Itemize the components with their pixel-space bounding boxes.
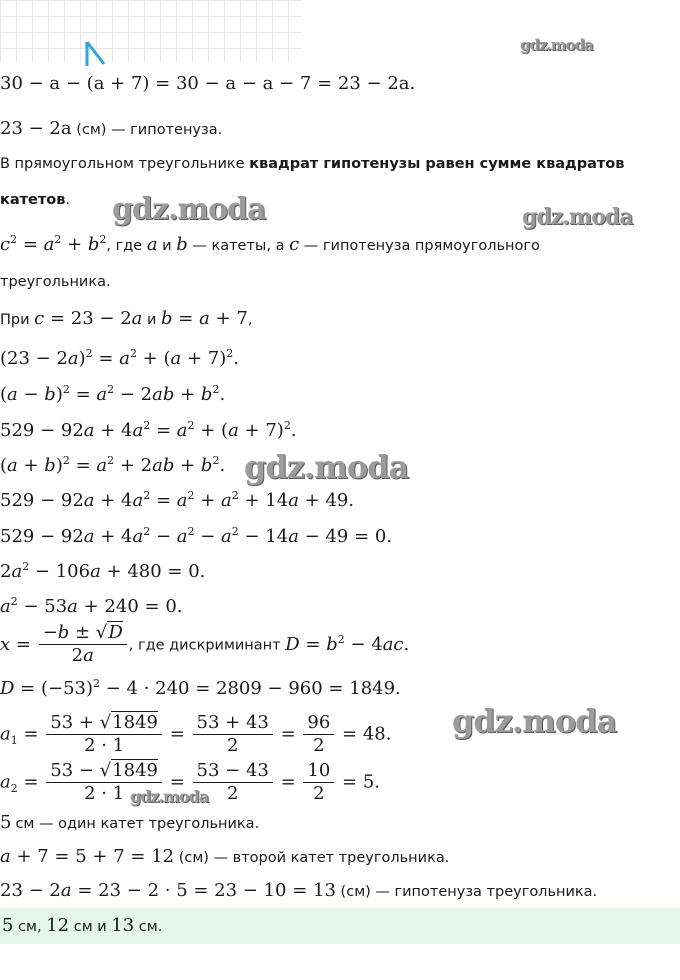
quadratic-formula-line: x = $\frac{-b \pm √D}{2a}$ , где дискриминант $D = b^2 - 4ac$.	[0, 622, 410, 666]
answer-box	[0, 908, 680, 944]
watermark: gdz.moda	[112, 192, 266, 227]
watermark: gdz.moda	[244, 448, 409, 486]
discriminant-line: $D = (-53)^2 - 4 \cdot 240 = 2809 - 960 = 1849$.	[0, 677, 401, 699]
equation-line: $529 - 92a + 4a^2 = a^2 + a^2 + 14a + 49$.	[0, 489, 355, 511]
equation-line: $(23 - 2a)^2 = a^2 + (a + 7)^2$.	[0, 347, 239, 369]
watermark: gdz.moda	[452, 702, 617, 740]
pen-stroke-mark	[82, 40, 108, 68]
equation-line: $a^2 - 53a + 240 = 0$.	[0, 595, 183, 617]
root-a2-line: $a_2$ = $\frac{53 - √1849}{2 \cdot 1}$ = $\frac{53 - 43}{2}$ = $\frac{10}{2}$ = 5.	[0, 760, 380, 804]
leg-two-line: a + 7 = 5 + 7 = 12 (см) — второй катет треугольника.	[0, 846, 450, 867]
watermark: gdz.moda	[520, 36, 593, 54]
equation-line: $(a - b)^2 = a^2 - 2ab + b^2$.	[0, 383, 226, 405]
grid-paper	[0, 0, 302, 62]
leg-one-line: 5 см — один катет треугольника.	[0, 812, 260, 833]
equation-line: $529 - 92a + 4a^2 - a^2 - a^2 - 14a - 49 = 0$.	[0, 525, 393, 547]
equation-line: $2a^2 - 106a + 480 = 0$.	[0, 560, 206, 582]
answer-text: 5 см, 12 см и 13 см.	[2, 915, 163, 936]
watermark: gdz.moda	[130, 787, 209, 806]
equation-line: $529 - 92a + 4a^2 = a^2 + (a + 7)^2$.	[0, 419, 297, 441]
substitution-line: При c = 23 − 2a и b = a + 7,	[0, 308, 253, 329]
pythagoras-line: $c^2 = a^2 + b^2$, где a и b — катеты, а c — гипотенуза прямоугольного	[0, 233, 540, 255]
text-line: треугольника.	[0, 274, 111, 290]
hypotenuse-result-line: 23 − 2a = 23 − 2 · 5 = 23 − 10 = 13 (см) — гипотенуза треугольника.	[0, 880, 598, 901]
watermark: gdz.moda	[522, 204, 633, 230]
equation-line: $(a + b)^2 = a^2 + 2ab + b^2$.	[0, 454, 226, 476]
equation-line: 30 − a − (a + 7) = 30 − a − a − 7 = 23 − 2a.	[0, 73, 416, 94]
theorem-line-end: катетов.	[0, 192, 71, 208]
hypotenuse-line: 23 − 2a (см) — гипотенуза.	[0, 118, 223, 139]
theorem-line: В прямоугольном треугольнике квадрат гипотенузы равен сумме квадратов	[0, 156, 625, 172]
root-a1-line: $a_1$ = $\frac{53 + √1849}{2 \cdot 1}$ = $\frac{53 + 43}{2}$ = $\frac{96}{2}$ = 48.	[0, 712, 392, 756]
